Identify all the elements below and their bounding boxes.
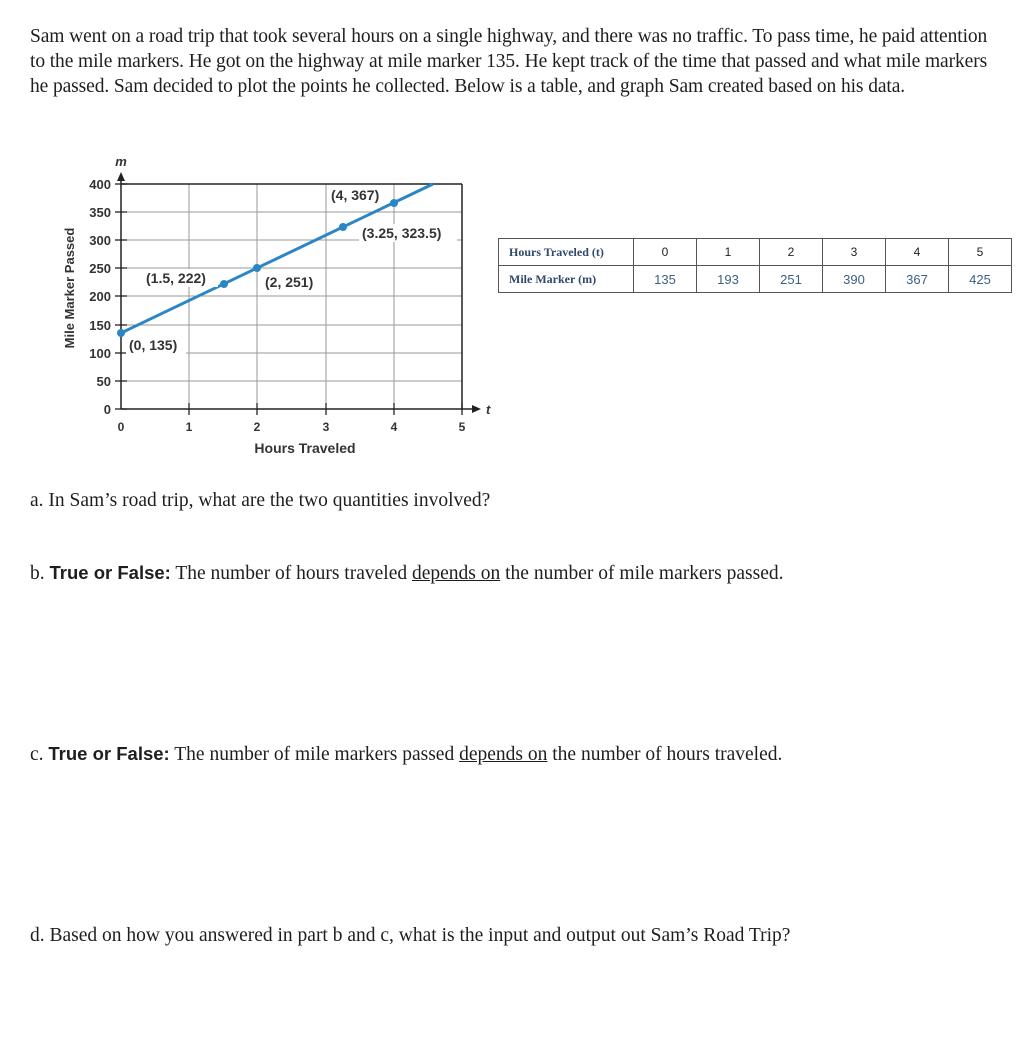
hours-cell: 0 <box>634 239 697 266</box>
mile-marker-cell: 367 <box>886 266 949 293</box>
y-axis-title: Mile Marker Passed <box>62 227 77 349</box>
data-point <box>253 264 261 272</box>
underlined-phrase: depends on <box>459 744 548 765</box>
svg-text:0: 0 <box>103 402 111 417</box>
data-point <box>339 223 347 231</box>
svg-text:50: 50 <box>96 374 111 389</box>
question-d: d. Based on how you answered in part b and c, what is the input and output out Sam’s Road Trip? <box>30 925 791 946</box>
y-axis-arrow-icon <box>117 172 125 181</box>
hours-cell: 3 <box>823 239 886 266</box>
hours-cell: 4 <box>886 239 949 266</box>
hours-cell: 1 <box>697 239 760 266</box>
data-point <box>220 280 228 288</box>
svg-text:4: 4 <box>390 420 398 434</box>
mile-marker-cell: 251 <box>760 266 823 293</box>
grid-lines <box>121 184 462 409</box>
svg-text:400: 400 <box>89 177 111 192</box>
y-tick-labels <box>89 177 111 417</box>
mile-marker-cell: 193 <box>697 266 760 293</box>
trend-line <box>121 184 433 333</box>
svg-text:(1.5, 222): (1.5, 222) <box>146 270 206 286</box>
svg-text:3: 3 <box>322 420 330 434</box>
mile-marker-cell: 425 <box>949 266 1012 293</box>
hours-cell: 2 <box>760 239 823 266</box>
true-false-label: True or False: <box>48 743 170 764</box>
x-axis-arrow-icon <box>472 405 481 413</box>
svg-text:250: 250 <box>89 261 111 276</box>
data-point <box>117 329 125 337</box>
mile-marker-header: Mile Marker (m) <box>499 266 634 293</box>
question-c: c. True or False: The number of mile markers passed depends on the number of hours traveled. <box>30 743 783 765</box>
svg-text:1: 1 <box>185 420 193 434</box>
question-a: a. In Sam’s road trip, what are the two quantities involved? <box>30 490 491 511</box>
svg-text:5: 5 <box>458 420 466 434</box>
svg-text:0: 0 <box>117 420 125 434</box>
svg-text:(2, 251): (2, 251) <box>265 274 314 290</box>
mile-marker-cell: 135 <box>634 266 697 293</box>
svg-text:(0, 135): (0, 135) <box>129 337 178 353</box>
data-point <box>390 199 398 207</box>
plot-frame <box>121 178 476 409</box>
hours-header: Hours Traveled (t) <box>499 239 634 266</box>
underlined-phrase: depends on <box>411 563 501 584</box>
table-row-mile-marker <box>499 266 1012 293</box>
svg-text:350: 350 <box>89 205 111 220</box>
svg-text:100: 100 <box>89 346 111 361</box>
x-axis-title: Hours Traveled <box>254 440 356 456</box>
question-b: b. True or False: The number of hours traveled depends on the number of mile markers passed. <box>30 562 784 584</box>
svg-text:(3.25, 323.5): (3.25, 323.5) <box>362 225 442 241</box>
x-tick-labels <box>118 420 466 434</box>
mile-marker-graph <box>0 140 500 470</box>
mile-marker-cell: 390 <box>823 266 886 293</box>
svg-text:150: 150 <box>89 318 111 333</box>
svg-text:2: 2 <box>253 420 261 434</box>
y-axis-variable: m <box>115 154 127 169</box>
svg-text:200: 200 <box>89 289 111 304</box>
data-table <box>498 238 1012 293</box>
svg-text:300: 300 <box>89 233 111 248</box>
axis-ticks <box>115 184 462 415</box>
point-labels <box>126 186 457 354</box>
true-false-label: True or False: <box>49 562 171 583</box>
intro-paragraph: Sam went on a road trip that took several hours on a single highway, and there was no traffic. To pass time, he paid attention to the mile markers. He got on the highway at mile marker 135. He kept track of the time that passed and what mile markers he passed. Sam decided to plot the points he collected. Below is a table, and graph Sam created based on his data. <box>30 26 988 97</box>
hours-cell: 5 <box>949 239 1012 266</box>
table-row-hours <box>499 239 1012 266</box>
svg-text:(4, 367): (4, 367) <box>331 187 380 203</box>
x-axis-variable: t <box>486 402 491 417</box>
